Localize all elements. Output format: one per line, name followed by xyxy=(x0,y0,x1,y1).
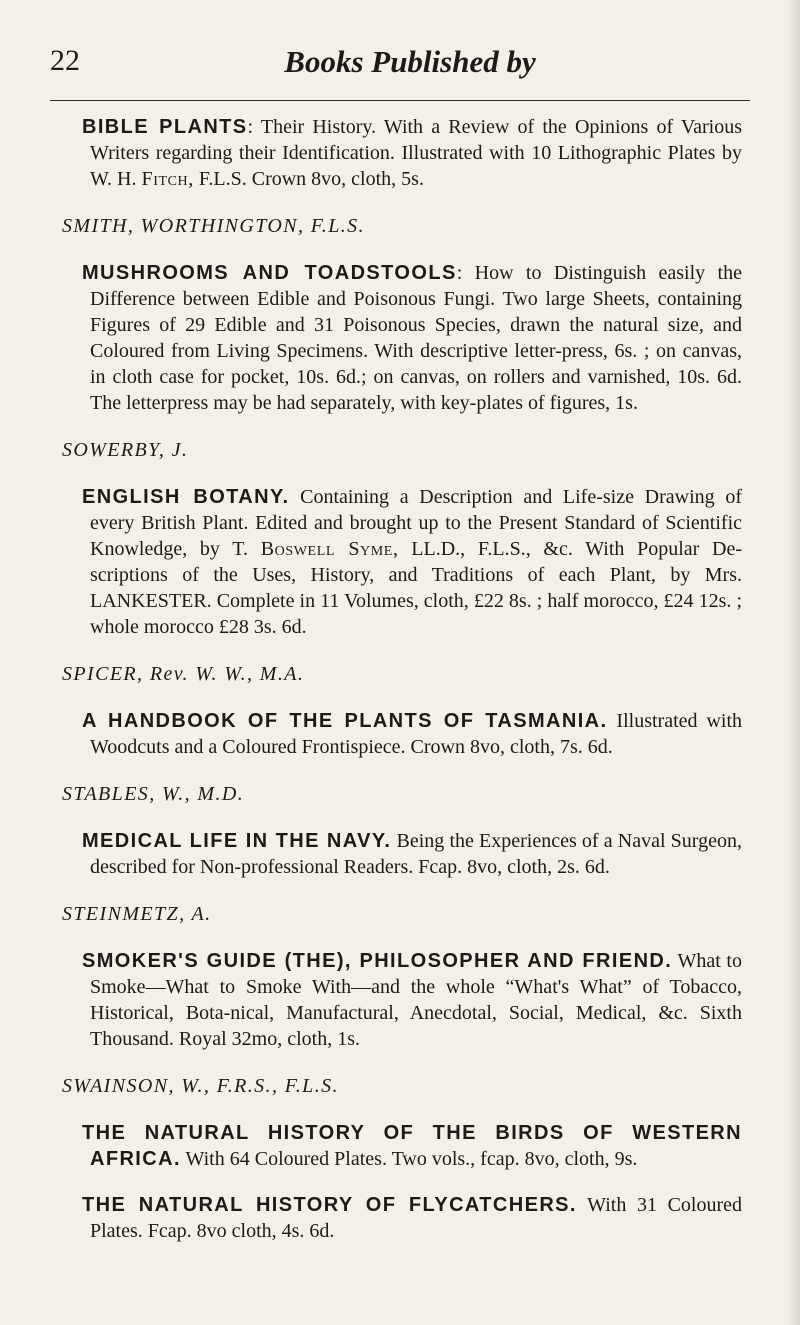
entry-description: With 64 Coloured Plates. Two vols., fcap. 8vo, cloth, 9s. xyxy=(180,1148,638,1170)
entry-body xyxy=(82,260,742,416)
entry-body xyxy=(82,708,743,760)
entry-details: LL.D., F.L.S., &c. With Popular De-scriptions of the Uses, History, and Traditions of each Plant, by Mrs. LANKESTER. Complete in 11 Volumes, cloth, £22 8s. ; half morocco, £24 12s. ; whole morocco £28 3s. 6d. xyxy=(90,538,743,638)
entry-description: : How to Distinguish easily the Difference between Edible and Poisonous Fungi. Two large Sheets, containing Figures of 29 Edible and 31 Poisonous Species, drawn the natural size, and Coloured from Living Specimens. With descriptive letter-press, 6s. ; on canvas, in cloth case for pocket, 10s. 6d.; on canvas, on rollers and varnished, 10s. 6d. The letterpress may be had separately, with key-plates of figures, 1s. xyxy=(90,262,742,414)
book-title: SMOKER'S GUIDE (THE), PHILOSOPHER AND FRIEND. xyxy=(82,950,673,972)
book-title: A HANDBOOK OF THE PLANTS OF TASMANIA. xyxy=(82,710,608,732)
entry-description: With 31 Coloured Plates. Fcap. 8vo cloth, 4s. 6d. xyxy=(90,1194,742,1242)
author-heading: SWAINSON, W., F.R.S., F.L.S. xyxy=(62,1075,339,1097)
book-title: THE NATURAL HISTORY OF FLYCATCHERS. xyxy=(82,1194,577,1216)
author-heading: SOWERBY, J. xyxy=(62,439,189,461)
entry-description: : Their History. With a Review of the Opinions of Various Writers regarding their Identification. Illustrated with 10 Lithographic Plates by W. H. xyxy=(90,116,743,190)
catalogue-entry xyxy=(62,900,742,1052)
catalogue-entry xyxy=(62,436,742,640)
entry-body xyxy=(82,1120,742,1172)
entry-body xyxy=(82,948,742,1052)
entry-description: Containing a Description and Life-size Drawing of every British Plant. Edited and brought up to the Present Standard of Scientific Knowledge, by T. xyxy=(90,486,742,560)
page-header xyxy=(50,44,770,92)
author-heading: STABLES, W., M.D. xyxy=(62,783,245,805)
catalogue-listing xyxy=(62,108,742,1264)
author-heading: STEINMETZ, A. xyxy=(62,903,212,925)
book-title: ENGLISH BOTANY. xyxy=(82,486,290,508)
book-title: MUSHROOMS AND TOADSTOOLS xyxy=(82,262,457,284)
entry-body xyxy=(82,828,742,880)
entry-description: What to Smoke—What to Smoke With—and the whole “What's What” of Tobacco, Historical, Bota-nical, Manufactural, Anecdotal, Social, Medical, &c. Sixth Thousand. Royal 32mo, cloth, 1s. xyxy=(90,950,742,1050)
entry-body xyxy=(82,1192,742,1244)
author-heading: SMITH, WORTHINGTON, F.L.S. xyxy=(62,215,365,237)
page-number: 22 xyxy=(50,44,80,77)
page-edge-shadow xyxy=(786,0,800,1325)
author-heading: SPICER, Rev. W. W., M.A. xyxy=(62,663,305,685)
book-title: THE NATURAL HISTORY OF THE BIRDS OF WESTERN AFRICA. xyxy=(82,1122,742,1170)
catalogue-entry xyxy=(62,780,742,880)
running-head: Books Published by xyxy=(284,44,536,79)
entry-details: F.L.S. Crown 8vo, cloth, 5s. xyxy=(193,168,424,190)
catalogue-entry xyxy=(62,114,742,192)
entry-description: Being the Experiences of a Naval Surgeon, described for Non-professional Readers. Fcap. 8vo, cloth, 2s. 6d. xyxy=(90,830,742,878)
entry-body xyxy=(82,114,743,192)
entry-body xyxy=(82,484,743,640)
illustrator-name: Fitch, xyxy=(141,168,194,190)
catalogue-entry xyxy=(62,660,742,760)
book-title: MEDICAL LIFE IN THE NAVY. xyxy=(82,830,392,852)
editor-name: Boswell Syme, xyxy=(260,538,399,560)
catalogue-entry xyxy=(62,1072,742,1172)
entry-description: Illustrated with Woodcuts and a Coloured Frontispiece. Crown 8vo, cloth, 7s. 6d. xyxy=(90,710,743,758)
catalogue-entry xyxy=(62,212,742,416)
book-title: BIBLE PLANTS xyxy=(82,116,248,138)
catalogue-entry xyxy=(62,1192,742,1244)
header-rule xyxy=(50,100,750,101)
